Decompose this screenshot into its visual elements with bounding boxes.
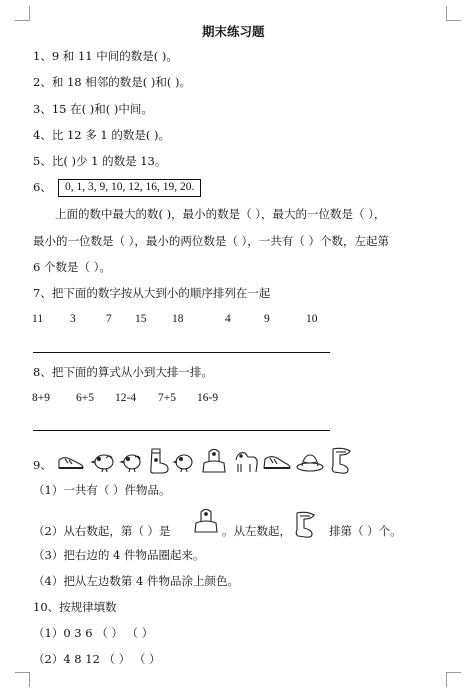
question-9-part-4: （4）把从左边数第 4 件物品涂上颜色。 [33,574,239,588]
expression-item: 8+9 [32,392,50,404]
number-item: 9 [264,313,270,325]
question-9-part-2-end: 排第（ ）个。 [329,524,402,538]
expression-item: 16-9 [197,392,219,404]
question-6-line: 上面的数中最大的数( )，最小的数是（ ），最大的一位数是（ ）， [55,207,386,221]
answer-line[interactable] [33,430,330,431]
sock-icon [151,449,168,473]
number-item: 15 [135,313,147,325]
question-9-part-1: （1）一共有（ ）件物品。 [33,483,171,497]
flag-sock-icon [292,510,324,538]
question-8-label: 8、把下面的算式从小到大排一排。 [33,365,213,379]
number-item: 11 [32,313,44,325]
number-box: 0, 1, 3, 9, 10, 12, 16, 19, 20. [58,179,201,197]
question-10-label: 10、按规律填数 [33,600,117,614]
sneaker-icon [59,458,83,468]
question-3: 3、15 在( )和( )中间。 [33,102,153,116]
hat-icon [297,455,323,471]
page-title: 期末练习题 [202,24,265,39]
question-7-label: 7、把下面的数字按从大到小的顺序排列在一起 [33,286,271,300]
number-item: 10 [306,313,318,325]
cake-icon [203,450,225,473]
question-6-line: 最小的一位数是（ ），最小的两位数是（ ），一共有（ ）个数，左起第 [33,234,389,248]
question-6-line: 6 个数是（ ）。 [33,260,111,274]
bird-icon [174,455,192,472]
question-1: 1、9 和 11 中间的数是( )。 [33,49,178,63]
number-item: 7 [106,313,112,325]
flag-sock-icon [332,448,350,473]
question-9-part-2-mid: 。从左数起， [222,524,291,538]
number-item: 3 [70,313,76,325]
expression-item: 7+5 [158,392,176,404]
question-6-label: 6、 [33,180,52,194]
question-10-row-1: （1）0 3 6 （ ） （ ） [33,626,154,640]
page-corner-mark [15,672,30,687]
question-9-part-2: （2）从右数起，第（ ）是 [33,524,171,538]
expression-item: 12-4 [115,392,137,404]
number-item: 4 [225,313,231,325]
pony-icon [236,453,257,472]
answer-line[interactable] [33,352,330,353]
question-10-row-2: （2）4 8 12 （ ） （ ） [33,652,161,666]
page-corner-mark [15,6,30,21]
sneaker-icon [264,457,290,468]
question-5: 5、比( )少 1 的数是 13。 [33,154,167,168]
page-corner-mark [446,672,461,687]
number-item: 18 [172,313,184,325]
page-corner-mark [446,6,461,21]
question-9-label: 9、 [33,458,52,472]
expression-item: 6+5 [76,392,94,404]
cake-icon [192,506,222,536]
picture-row [56,446,366,476]
bird-icon [121,455,140,472]
question-2: 2、和 18 相邻的数是( )和( )。 [33,75,192,89]
bird-icon [92,455,113,472]
question-9-part-3: （3）把右边的 4 件物品圈起来。 [33,548,205,562]
question-4: 4、比 12 多 1 的数是( )。 [33,128,171,142]
